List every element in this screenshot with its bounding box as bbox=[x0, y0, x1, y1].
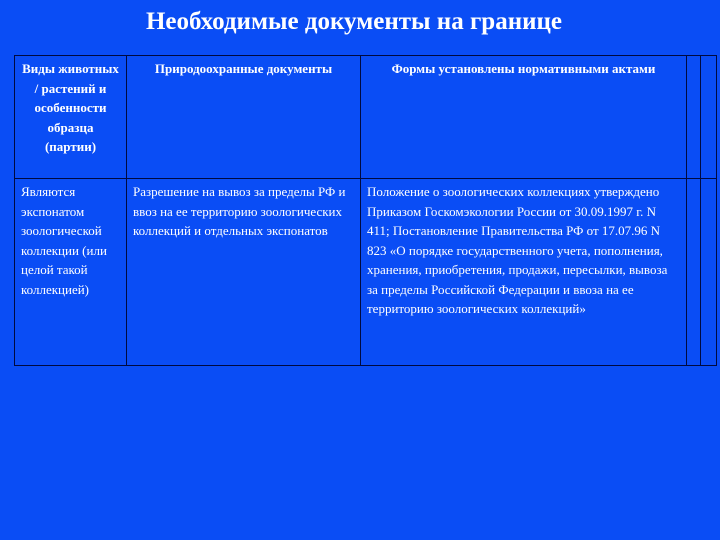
cell-empty-1 bbox=[687, 179, 701, 366]
documents-table bbox=[14, 55, 717, 366]
cell-conservation-document: Разрешение на вывоз за пределы РФ и ввоз на ее территорию зоологических коллекций и отдельных экспонатов bbox=[127, 179, 361, 366]
header-regulatory-forms: Формы установлены нормативными актами bbox=[361, 56, 687, 179]
slide-title: Необходимые документы на границе bbox=[145, 8, 563, 35]
header-empty-2 bbox=[701, 56, 717, 179]
table-row bbox=[15, 179, 717, 366]
table-header-row bbox=[15, 56, 717, 179]
header-empty-1 bbox=[687, 56, 701, 179]
cell-empty-2 bbox=[701, 179, 717, 366]
header-species: Виды животных / растений и особенности образца (партии) bbox=[15, 56, 127, 179]
cell-species: Являются экспонатом зоологической коллекции (или целой такой коллекцией) bbox=[15, 179, 127, 366]
cell-regulatory-acts: Положение о зоологических коллекциях утверждено Приказом Госкомэкологии России от 30.09.1997 г. N 411; Постановление Правительства РФ от 17.07.96 N 823 «О порядке государственного учета, пополнения, хранения, приобретения, продажи, пересылки, вывоза за пределы Российской Федерации и ввоза на ее территорию зоологических коллекций» bbox=[361, 179, 687, 366]
header-conservation-documents: Природоохранные документы bbox=[127, 56, 361, 179]
